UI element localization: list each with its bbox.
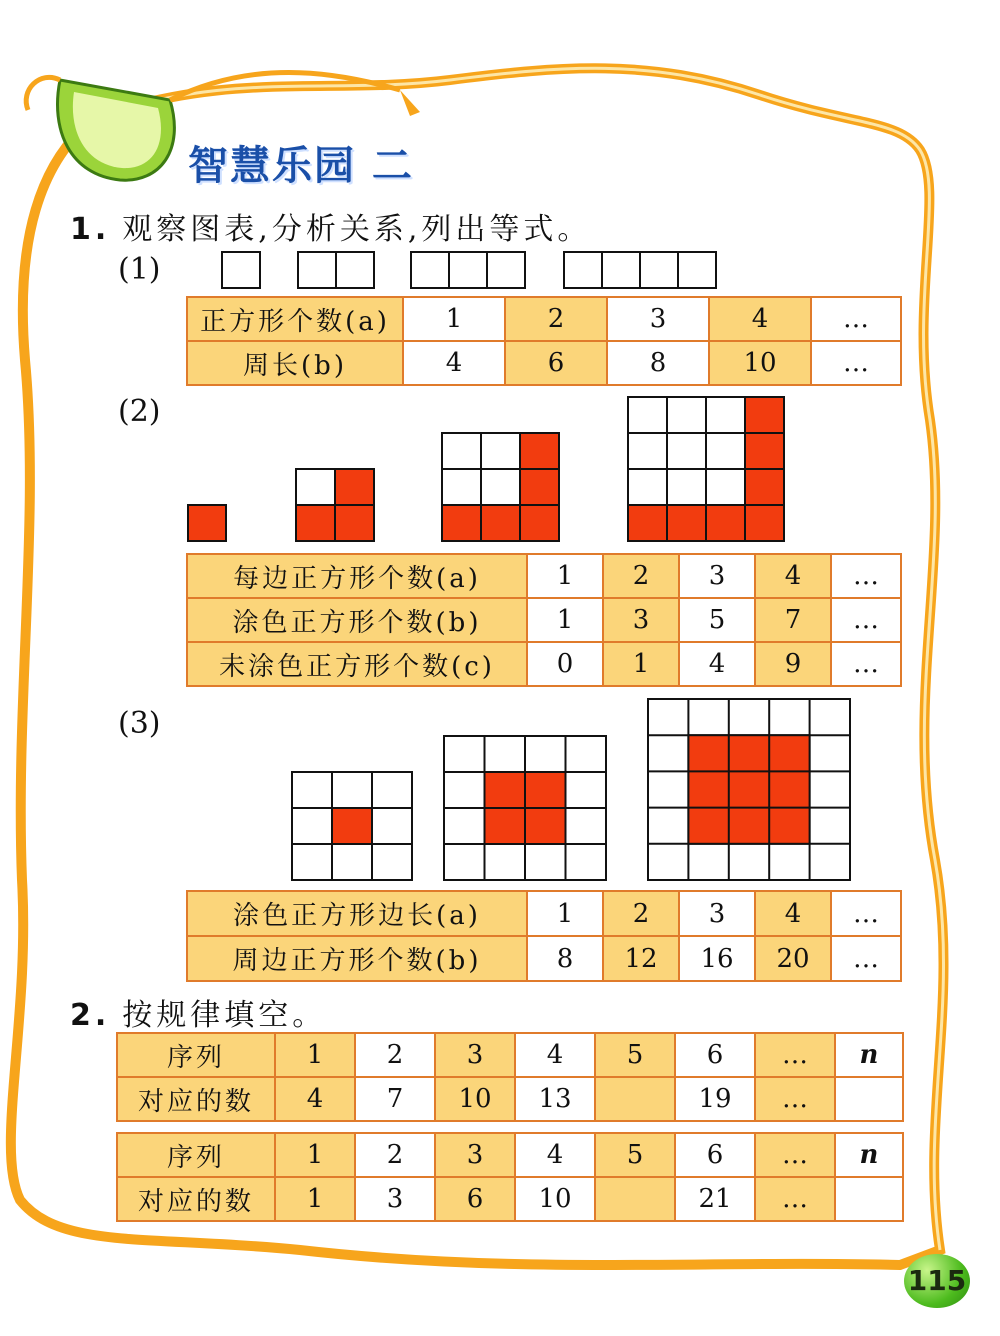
table-cell: 21 <box>675 1177 755 1221</box>
table-cell: 9 <box>755 642 831 686</box>
table-cell: 1 <box>275 1033 355 1077</box>
question-2-number: 2. <box>70 998 111 1033</box>
table-cell: 1 <box>275 1177 355 1221</box>
table-cell: 16 <box>679 936 755 981</box>
table-cell: 2 <box>355 1133 435 1177</box>
table-cell: … <box>755 1077 835 1121</box>
table-cell: … <box>755 1133 835 1177</box>
table-cell: 8 <box>607 341 709 385</box>
page-number: 115 <box>904 1254 970 1308</box>
table-row <box>187 936 901 981</box>
table-cell: 对应的数 <box>117 1077 275 1121</box>
answer-blank[interactable] <box>835 1177 903 1221</box>
table-cell: … <box>831 891 901 936</box>
table-cell: 7 <box>355 1077 435 1121</box>
table-cell: … <box>755 1033 835 1077</box>
table-sequence-1 <box>116 1032 904 1122</box>
table-cell: … <box>755 1177 835 1221</box>
table-cell: 20 <box>755 936 831 981</box>
table-cell: 3 <box>679 891 755 936</box>
question-1-number: 1. <box>70 212 111 247</box>
table-cell: 13 <box>515 1077 595 1121</box>
table-cell: 序列 <box>117 1033 275 1077</box>
table-cell: … <box>811 341 901 385</box>
table-cell: 4 <box>403 341 505 385</box>
table-cell: 周长(b) <box>187 341 403 385</box>
table-cell: 12 <box>603 936 679 981</box>
table-cell: 3 <box>355 1177 435 1221</box>
table-cell: 0 <box>527 642 603 686</box>
table-cell: 6 <box>675 1033 755 1077</box>
table-cell: 5 <box>595 1133 675 1177</box>
table-cell: 4 <box>755 554 831 598</box>
question-2 <box>70 990 326 1034</box>
table-cell: 4 <box>709 297 811 341</box>
table-cell: 3 <box>435 1133 515 1177</box>
table-cell: 4 <box>515 1133 595 1177</box>
table-row <box>117 1133 903 1177</box>
question-2-prompt: 按规律填空。 <box>122 998 327 1033</box>
table-cell: 3 <box>603 598 679 642</box>
table-cell: 对应的数 <box>117 1177 275 1221</box>
part-3-label: (3) <box>118 706 161 741</box>
table-cell: n <box>835 1033 903 1077</box>
table-row <box>117 1033 903 1077</box>
answer-blank[interactable] <box>595 1177 675 1221</box>
table-cell: 2 <box>603 554 679 598</box>
table-cell: 4 <box>275 1077 355 1121</box>
table-cell: 5 <box>595 1033 675 1077</box>
table-cell: 1 <box>603 642 679 686</box>
table-cell: 10 <box>709 341 811 385</box>
table-cell: 10 <box>515 1177 595 1221</box>
table-row <box>117 1077 903 1121</box>
table-cell: 序列 <box>117 1133 275 1177</box>
table-cell: 5 <box>679 598 755 642</box>
table-cell: 6 <box>435 1177 515 1221</box>
table-cell: 1 <box>527 554 603 598</box>
part-1-label: (1) <box>118 252 161 287</box>
table-cell: 2 <box>603 891 679 936</box>
table-cell: 2 <box>355 1033 435 1077</box>
table-cell: 周边正方形个数(b) <box>187 936 527 981</box>
table-cell: … <box>831 598 901 642</box>
page-title: 智慧乐园 二 <box>188 143 414 189</box>
table-row <box>187 891 901 936</box>
table-cell: 1 <box>527 891 603 936</box>
answer-blank[interactable] <box>835 1077 903 1121</box>
table-cell: 4 <box>679 642 755 686</box>
answer-blank[interactable] <box>595 1077 675 1121</box>
table-row <box>117 1177 903 1221</box>
table-cell: 6 <box>505 341 607 385</box>
table-cell: 未涂色正方形个数(c) <box>187 642 527 686</box>
table-cell: 7 <box>755 598 831 642</box>
table-sequence-2 <box>116 1132 904 1222</box>
part-2-label: (2) <box>118 394 161 429</box>
table-cell: 2 <box>505 297 607 341</box>
table-cell: 19 <box>675 1077 755 1121</box>
table-cell: … <box>831 642 901 686</box>
table-cell: 4 <box>755 891 831 936</box>
table-cell: 1 <box>403 297 505 341</box>
table-cell: … <box>831 554 901 598</box>
table-cell: 3 <box>679 554 755 598</box>
table-cell: 1 <box>275 1133 355 1177</box>
table-cell: n <box>835 1133 903 1177</box>
table-cell: … <box>811 297 901 341</box>
table-cell: 4 <box>515 1033 595 1077</box>
table-cell: 每边正方形个数(a) <box>187 554 527 598</box>
question-1-prompt: 观察图表,分析关系,列出等式。 <box>122 212 592 247</box>
table-cell: 正方形个数(a) <box>187 297 403 341</box>
table-cell: 6 <box>675 1133 755 1177</box>
table-cell: 10 <box>435 1077 515 1121</box>
table-part-3 <box>186 890 902 982</box>
table-cell: 涂色正方形个数(b) <box>187 598 527 642</box>
table-cell: 8 <box>527 936 603 981</box>
table-cell: 涂色正方形边长(a) <box>187 891 527 936</box>
table-cell: 3 <box>607 297 709 341</box>
table-cell: 1 <box>527 598 603 642</box>
table-cell: 3 <box>435 1033 515 1077</box>
table-cell: … <box>831 936 901 981</box>
